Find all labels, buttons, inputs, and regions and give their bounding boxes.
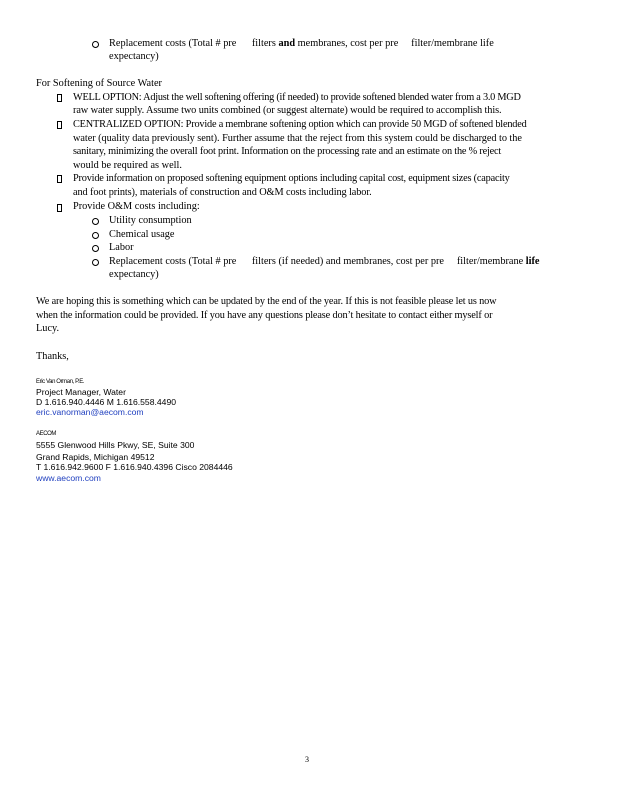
thanks: Thanks, [36, 351, 69, 362]
circle-bullet-icon [92, 245, 99, 252]
square-bullet-icon [57, 94, 62, 102]
closing-line-3: Lucy. [36, 323, 60, 334]
well-option-line-1: WELL OPTION: Adjust the well softening offering (if needed) to provide softened blended water from a 3.0 MGD [73, 92, 521, 103]
provide-info-line-2: and foot prints), materials of construction and O&M costs including labor. [73, 187, 372, 198]
central-option-line-4: would be required as well. [73, 160, 182, 171]
replacement-costs-om-line-1: Replacement costs (Total # pre filters (if needed) and membranes, cost per pre filter/membrane life [109, 256, 540, 267]
utility-consumption: Utility consumption [109, 215, 192, 226]
signature-email-link[interactable]: eric.vanorman@aecom.com [36, 407, 144, 417]
signature-title: Project Manager, Water [36, 387, 126, 397]
address-line-2: Grand Rapids, Michigan 49512 [36, 452, 155, 462]
closing-line-1: We are hoping this is something which can be updated by the end of the year. If this is not feasible please let us now [36, 296, 497, 307]
labor: Labor [109, 242, 134, 253]
closing-line-2: when the information could be provided. If you have any questions please don’t hesitate to contact either myself or [36, 310, 493, 321]
address-line-1: 5555 Glenwood Hills Pkwy, SE, Suite 300 [36, 440, 195, 450]
circle-bullet-icon [92, 41, 99, 48]
replacement-costs-om-line-2: expectancy) [109, 269, 159, 280]
circle-bullet-icon [92, 259, 99, 266]
company-name: AECOM [36, 431, 57, 437]
square-bullet-icon [57, 121, 62, 129]
well-option-line-2: raw water supply. Assume two units combined (or suggest alternate) would be required to accomplish this. [73, 105, 502, 116]
replacement-costs-line-1: Replacement costs (Total # pre filters and membranes, cost per pre filter/membrane life [109, 38, 494, 49]
central-option-line-1: CENTRALIZED OPTION: Provide a membrane softening option which can provide 50 MGD of softened blended [73, 119, 527, 130]
square-bullet-icon [57, 175, 62, 183]
central-option-line-2: water (quality data previously sent). Further assume that the reject from this system could be discharged to the [73, 133, 522, 144]
replacement-costs-line-2: expectancy) [109, 51, 159, 62]
chemical-usage: Chemical usage [109, 229, 175, 240]
provide-om-label: Provide O&M costs including: [73, 201, 200, 212]
page-number: 3 [305, 755, 309, 764]
contact-numbers: T 1.616.942.9600 F 1.616.940.4396 Cisco 2084446 [36, 462, 233, 472]
circle-bullet-icon [92, 218, 99, 225]
signature-name: Eric Van Orman, P.E. [36, 379, 85, 385]
provide-info-line-1: Provide information on proposed softening equipment options including capital cost, equipment sizes (capacity [73, 173, 510, 184]
central-option-line-3: sanitary, minimizing the overall foot print. Information on the processing rate and an estimate on the % reject [73, 146, 502, 157]
square-bullet-icon [57, 204, 62, 212]
circle-bullet-icon [92, 232, 99, 239]
signature-phones: D 1.616.940.4446 M 1.616.558.4490 [36, 397, 177, 407]
section-heading: For Softening of Source Water [36, 78, 162, 89]
website-link[interactable]: www.aecom.com [36, 473, 101, 483]
